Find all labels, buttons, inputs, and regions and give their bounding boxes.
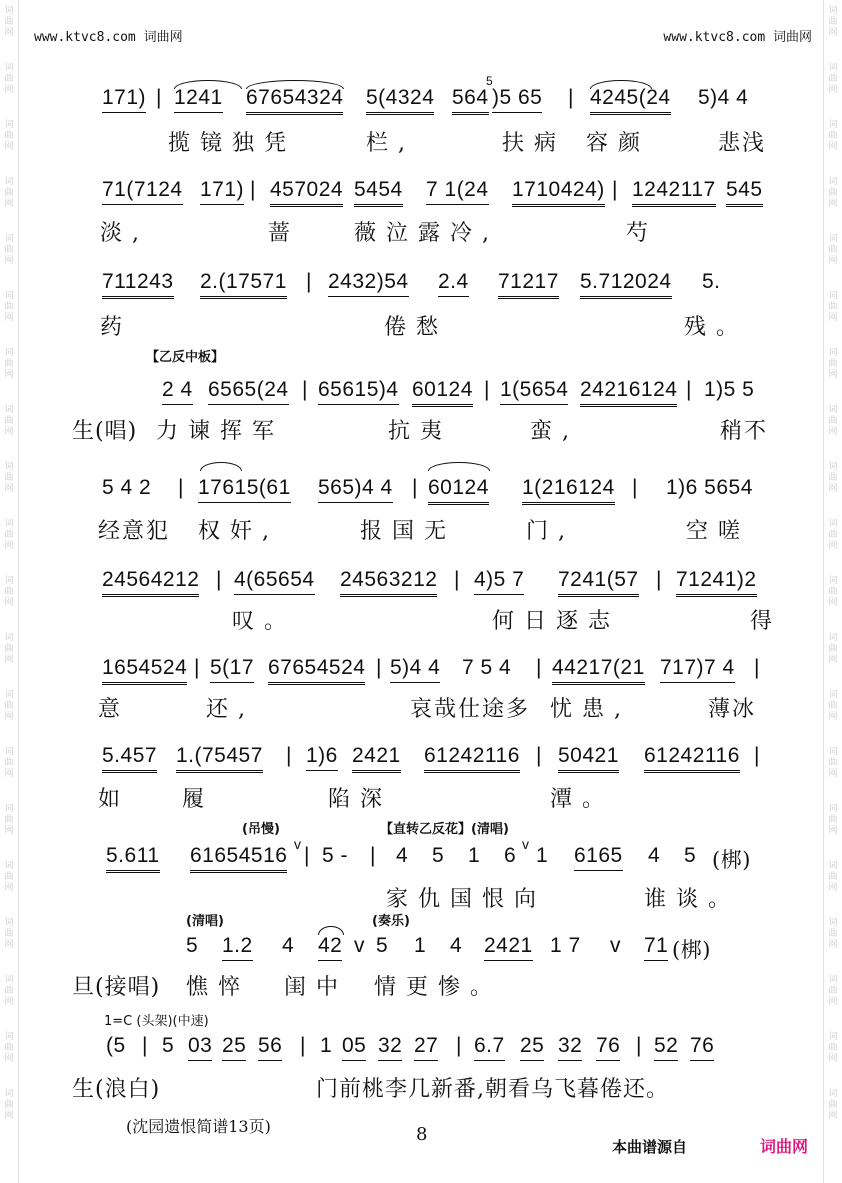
note-group: 52 xyxy=(654,1034,678,1061)
note-group: 25 xyxy=(222,1034,246,1061)
section-tag: 【直转乙反花】(清唱) xyxy=(380,822,509,837)
note-group: 5 4 2 xyxy=(102,476,152,499)
notes-line-2 xyxy=(70,178,790,206)
note-group: 6165 xyxy=(574,844,623,871)
barline: | xyxy=(536,656,542,679)
note-group: 1710424) xyxy=(512,178,605,207)
note-group: 2 4 xyxy=(162,378,193,405)
notes-line-8 xyxy=(70,744,790,772)
note-group: 6565(24 xyxy=(208,378,289,405)
barline: | xyxy=(370,844,376,867)
note-group: 171) xyxy=(200,178,244,205)
barline: | xyxy=(302,378,308,401)
lyric: 还, xyxy=(206,697,255,722)
note-group: 67654524 xyxy=(268,656,365,685)
tempo-tag: (清唱) xyxy=(186,914,224,929)
source-label: 本曲谱源自 xyxy=(612,1138,688,1156)
note: 6 xyxy=(504,844,517,867)
lyrics-line-5 xyxy=(70,514,790,542)
side-watermark-text: 词 曲 网 xyxy=(828,747,838,779)
note-group: 44217(21 xyxy=(552,656,645,685)
note-group: 7 1(24 xyxy=(426,178,489,205)
lyrics-line-9 xyxy=(70,882,790,910)
lyric: 蔷 xyxy=(268,221,301,246)
lyric: 蛮, xyxy=(530,419,579,444)
lyric: 旦(接唱) xyxy=(72,975,161,1000)
side-watermark-text: 词 曲 网 xyxy=(4,462,14,494)
lyric: 栏, xyxy=(366,131,415,156)
note: 1 xyxy=(468,844,481,867)
side-watermark-text: 词 曲 网 xyxy=(828,63,838,95)
notes-line-1 xyxy=(70,74,790,114)
note-group: 32 xyxy=(378,1034,402,1061)
lyrics-line-11 xyxy=(70,1072,790,1100)
note-group: 7241(57 xyxy=(558,568,639,597)
section-tag: (奏乐) xyxy=(372,914,410,929)
note: 1 xyxy=(536,844,549,867)
lyrics-line-3 xyxy=(70,310,790,338)
lyric: 潭。 xyxy=(550,787,615,812)
lyric: 意 xyxy=(98,697,131,722)
note: 5 xyxy=(186,934,199,957)
clapper-mark: (梆) xyxy=(712,848,751,872)
note-group: 60124 xyxy=(412,378,473,407)
note-group: 1241 xyxy=(174,86,223,113)
note-group: 5(4324 xyxy=(366,86,434,115)
side-watermark-text: 词 曲 网 xyxy=(828,633,838,665)
lyric: 力谏挥军 xyxy=(156,419,285,444)
side-watermark-text: 词 曲 网 xyxy=(828,1032,838,1064)
barline: | xyxy=(194,656,200,679)
lyric: 容颜 xyxy=(586,131,651,156)
note-group: 1.2 xyxy=(222,934,253,961)
side-watermark-text: 词 曲 网 xyxy=(828,1089,838,1121)
barline: | xyxy=(484,378,490,401)
lyrics-line-10 xyxy=(70,970,790,998)
lyrics-line-6 xyxy=(70,604,790,632)
barline: | xyxy=(300,1034,306,1057)
side-watermark-text: 词 曲 网 xyxy=(828,462,838,494)
note-group: 1)5 5 xyxy=(704,378,755,401)
breath-mark: v xyxy=(294,836,302,852)
page-number: 8 xyxy=(416,1124,428,1145)
note-group: 5.457 xyxy=(102,744,157,773)
key-tempo-tag: 1=C (头架)(中速) xyxy=(104,1014,209,1029)
lyric: 叹。 xyxy=(232,609,297,634)
side-watermark-text: 词 曲 网 xyxy=(4,747,14,779)
notes-line-10 xyxy=(70,934,790,962)
lyric: 扶病 xyxy=(502,131,567,156)
lyrics-line-1 xyxy=(70,126,790,154)
lyric: 药 xyxy=(100,315,133,340)
note-group: 05 xyxy=(342,1034,366,1061)
note-group: 2421 xyxy=(352,744,401,773)
barline: | xyxy=(412,476,418,499)
note-group: 17615(61 xyxy=(198,476,291,503)
note: 4 xyxy=(648,844,661,867)
lyric: 门前桃李几新番,朝看乌飞暮倦还。 xyxy=(316,1077,669,1102)
side-watermark-text: 词 曲 网 xyxy=(828,234,838,266)
barline: | xyxy=(156,86,162,109)
lyric: 权奸, xyxy=(198,519,279,544)
lyric: 如 xyxy=(98,787,131,812)
note: 5 xyxy=(162,1034,175,1057)
lyric: 谁谈。 xyxy=(644,887,741,912)
note-group: 1654524 xyxy=(102,656,187,685)
slur-mark xyxy=(590,80,652,89)
note-group: 61654516 xyxy=(190,844,287,873)
lyric: 何日逐志 xyxy=(492,609,621,634)
note-group: 1242117 xyxy=(632,178,716,207)
lyric: 家仇国恨向 xyxy=(386,887,547,912)
note-group: 71241)2 xyxy=(676,568,757,597)
side-watermark-text: 词 曲 网 xyxy=(4,6,14,38)
lyric: 忧患, xyxy=(550,697,631,722)
side-watermark-text: 词 曲 网 xyxy=(828,405,838,437)
note-group: 565)4 4 xyxy=(318,476,393,503)
lyrics-line-8 xyxy=(70,782,790,810)
lyric: 淡, xyxy=(100,221,149,246)
note-group: 545 xyxy=(726,178,763,207)
lyric: 门, xyxy=(526,519,575,544)
grace-note: 5 xyxy=(486,74,494,88)
notes-line-4 xyxy=(70,378,790,406)
note-group: 5.712024 xyxy=(580,270,672,299)
side-watermark-text: 词 曲 网 xyxy=(4,918,14,950)
barline: | xyxy=(306,270,312,293)
lyric: 闺中 xyxy=(284,975,349,1000)
side-watermark-text: 词 曲 网 xyxy=(828,690,838,722)
side-watermark-text: 词 曲 网 xyxy=(4,63,14,95)
header-right-watermark: www.ktvc8.com 词曲网 xyxy=(663,30,812,45)
lyric: 揽镜独凭 xyxy=(168,131,297,156)
side-watermark-text: 词 曲 网 xyxy=(4,1032,14,1064)
side-watermark-text: 词 曲 网 xyxy=(828,291,838,323)
notes-line-6 xyxy=(70,568,790,596)
barline: | xyxy=(536,744,542,767)
note: (5 xyxy=(106,1034,126,1057)
side-watermark-text: 词 曲 网 xyxy=(828,177,838,209)
barline: | xyxy=(632,476,638,499)
lyric: 稍不 xyxy=(720,419,769,444)
side-watermark-text: 词 曲 网 xyxy=(4,177,14,209)
note-group: 24216124 xyxy=(580,378,677,407)
note-group: 76 xyxy=(690,1034,714,1061)
side-watermark-text: 词 曲 网 xyxy=(828,975,838,1007)
note-group: 2.(17571 xyxy=(200,270,287,299)
side-watermark-text: 词 曲 网 xyxy=(4,348,14,380)
note-group: 4)5 7 xyxy=(474,568,524,595)
lyric: 陷深 xyxy=(328,787,393,812)
note-group: 711243 xyxy=(102,270,174,299)
lyric: 倦愁 xyxy=(384,315,449,340)
note-group: 564 xyxy=(452,86,489,115)
side-watermark-text: 词 曲 网 xyxy=(828,6,838,38)
note-group: 2421 xyxy=(484,934,533,961)
notes-line-9 xyxy=(70,836,790,872)
side-watermark-text: 词 曲 网 xyxy=(4,1089,14,1121)
note-group: 5. xyxy=(702,270,721,293)
barline: | xyxy=(754,744,760,767)
slur-mark xyxy=(428,462,490,471)
slur-mark xyxy=(200,462,242,471)
note-group: 1.(75457 xyxy=(176,744,263,773)
barline: | xyxy=(636,1034,642,1057)
note-group: 50421 xyxy=(558,744,619,773)
lyric: 生(浪白) xyxy=(72,1077,161,1102)
lyrics-line-7 xyxy=(70,692,790,720)
lyric: 得 xyxy=(750,609,783,634)
barline: | xyxy=(286,744,292,767)
side-watermark-text: 词 曲 网 xyxy=(4,291,14,323)
note: 1 xyxy=(320,1034,333,1057)
lyric: 情更惨。 xyxy=(374,975,503,1000)
barline: | xyxy=(754,656,760,679)
note-group: 61242116 xyxy=(644,744,740,773)
note-group: 5)4 4 xyxy=(390,656,440,683)
note: 5 xyxy=(432,844,445,867)
note-group: 32 xyxy=(558,1034,582,1061)
lyric: 残。 xyxy=(684,315,749,340)
side-watermark-text: 词 曲 网 xyxy=(4,120,14,152)
barline: | xyxy=(376,656,382,679)
lyric: 报国无 xyxy=(360,519,457,544)
side-watermark-text: 词 曲 网 xyxy=(4,519,14,551)
barline: | xyxy=(142,1034,148,1057)
note: 1 xyxy=(414,934,427,957)
section-tag: 【乙反中板】 xyxy=(146,350,225,365)
note: 4 xyxy=(450,934,463,957)
page-reference: (沈园遗恨简谱13页) xyxy=(126,1117,271,1136)
lyrics-line-2 xyxy=(70,216,790,244)
side-watermark-text: 词 曲 网 xyxy=(4,975,14,1007)
note-group: 71217 xyxy=(498,270,559,299)
note-group: 5 - xyxy=(322,844,349,867)
note-group: 5454 xyxy=(354,178,403,207)
side-watermark-text: 词 曲 网 xyxy=(4,576,14,608)
note: 5 xyxy=(376,934,389,957)
note-group: 4245(24 xyxy=(590,86,671,115)
lyric: 悲浅 xyxy=(718,131,767,156)
note-group: 71(7124 xyxy=(102,178,183,205)
note-group: 27 xyxy=(414,1034,438,1061)
note-group: 60124 xyxy=(428,476,489,505)
side-watermark-text: 词 曲 网 xyxy=(828,804,838,836)
side-watermark-text: 词 曲 网 xyxy=(4,633,14,665)
lyric: 空嗟 xyxy=(686,519,751,544)
note-group: 1)6 xyxy=(306,744,338,771)
note-group: 2432)54 xyxy=(328,270,409,297)
side-watermark-text: 词 曲 网 xyxy=(828,120,838,152)
note-group: 4(65654 xyxy=(234,568,315,595)
lyric: 芍 xyxy=(626,221,659,246)
note-group: )5 65 xyxy=(492,86,542,113)
lyric: 憔悴 xyxy=(186,975,251,1000)
section-tag-line-4 xyxy=(70,346,790,374)
barline: | xyxy=(686,378,692,401)
note-group: 1)6 5654 xyxy=(666,476,753,499)
lyric: 薄冰 xyxy=(708,697,757,722)
side-watermark-text: 词 曲 网 xyxy=(4,234,14,266)
side-watermark-text: 词 曲 网 xyxy=(828,576,838,608)
lyric: 抗夷 xyxy=(388,419,453,444)
side-watermark-text: 词 曲 网 xyxy=(4,861,14,893)
side-watermark-text: 词 曲 网 xyxy=(4,804,14,836)
barline: | xyxy=(304,844,310,867)
tempo-tag: (吊慢) xyxy=(242,822,280,837)
note-group: 24563212 xyxy=(340,568,437,597)
note-group: 5.611 xyxy=(106,844,160,873)
notes-line-5 xyxy=(70,476,790,504)
note-group: 5(17 xyxy=(210,656,254,683)
note-group: 67654324 xyxy=(246,86,343,115)
lyric: 哀哉仕途多 xyxy=(410,697,531,722)
note-group: 171) xyxy=(102,86,146,113)
clapper-mark: (梆) xyxy=(672,938,711,962)
note-group: 6.7 xyxy=(474,1034,505,1061)
lyrics-line-4 xyxy=(70,414,790,442)
note-group: 25 xyxy=(520,1034,544,1061)
lyric: 生(唱) xyxy=(72,419,138,444)
lyric: 薇泣露冷, xyxy=(354,221,499,246)
notes-line-7 xyxy=(70,656,790,684)
note-group: 65615)4 xyxy=(318,378,399,405)
barline: | xyxy=(612,178,618,201)
note-group: 1(5654 xyxy=(500,378,568,405)
note: 4 xyxy=(396,844,409,867)
note-group: 457024 xyxy=(270,178,343,207)
barline: | xyxy=(568,86,574,109)
side-watermark-text: 词 曲 网 xyxy=(828,348,838,380)
note-group: 1 7 xyxy=(550,934,581,957)
barline: | xyxy=(454,568,460,591)
note-group: 61242116 xyxy=(424,744,520,773)
note: 5 xyxy=(684,844,697,867)
slur-mark xyxy=(246,80,344,89)
note-group: 24564212 xyxy=(102,568,199,597)
breath-mark: v xyxy=(610,934,621,957)
barline: | xyxy=(216,568,222,591)
lyric: 履 xyxy=(182,787,215,812)
note-group: 5)4 4 xyxy=(698,86,749,109)
breath-mark: v xyxy=(354,934,365,957)
note-group: 76 xyxy=(596,1034,620,1061)
header-left-watermark: www.ktvc8.com 词曲网 xyxy=(34,30,183,45)
notes-line-11 xyxy=(70,1034,790,1062)
note-group: 71 xyxy=(644,934,668,961)
barline: | xyxy=(250,178,256,201)
source-logo[interactable]: 词曲网 xyxy=(760,1137,809,1156)
note-group: 03 xyxy=(188,1034,212,1061)
side-watermark-text: 词 曲 网 xyxy=(828,519,838,551)
note: 4 xyxy=(282,934,295,957)
side-watermark-text: 词 曲 网 xyxy=(828,861,838,893)
breath-mark: v xyxy=(522,836,530,852)
note-group: 7 5 4 xyxy=(462,656,512,679)
barline: | xyxy=(656,568,662,591)
side-watermark-text: 词 曲 网 xyxy=(828,918,838,950)
note-group: 2.4 xyxy=(438,270,469,297)
side-watermark-text: 词 曲 网 xyxy=(4,690,14,722)
lyric: 经意犯 xyxy=(98,519,171,544)
barline: | xyxy=(178,476,184,499)
note-group: 1(216124 xyxy=(522,476,615,505)
tag-line-9 xyxy=(70,818,790,846)
slur-mark xyxy=(174,80,242,89)
note-group: 56 xyxy=(258,1034,282,1061)
note-group: 42 xyxy=(318,934,342,961)
side-watermark-text: 词 曲 网 xyxy=(4,405,14,437)
note-group: 717)7 4 xyxy=(660,656,735,683)
notes-line-3 xyxy=(70,270,790,298)
barline: | xyxy=(456,1034,462,1057)
